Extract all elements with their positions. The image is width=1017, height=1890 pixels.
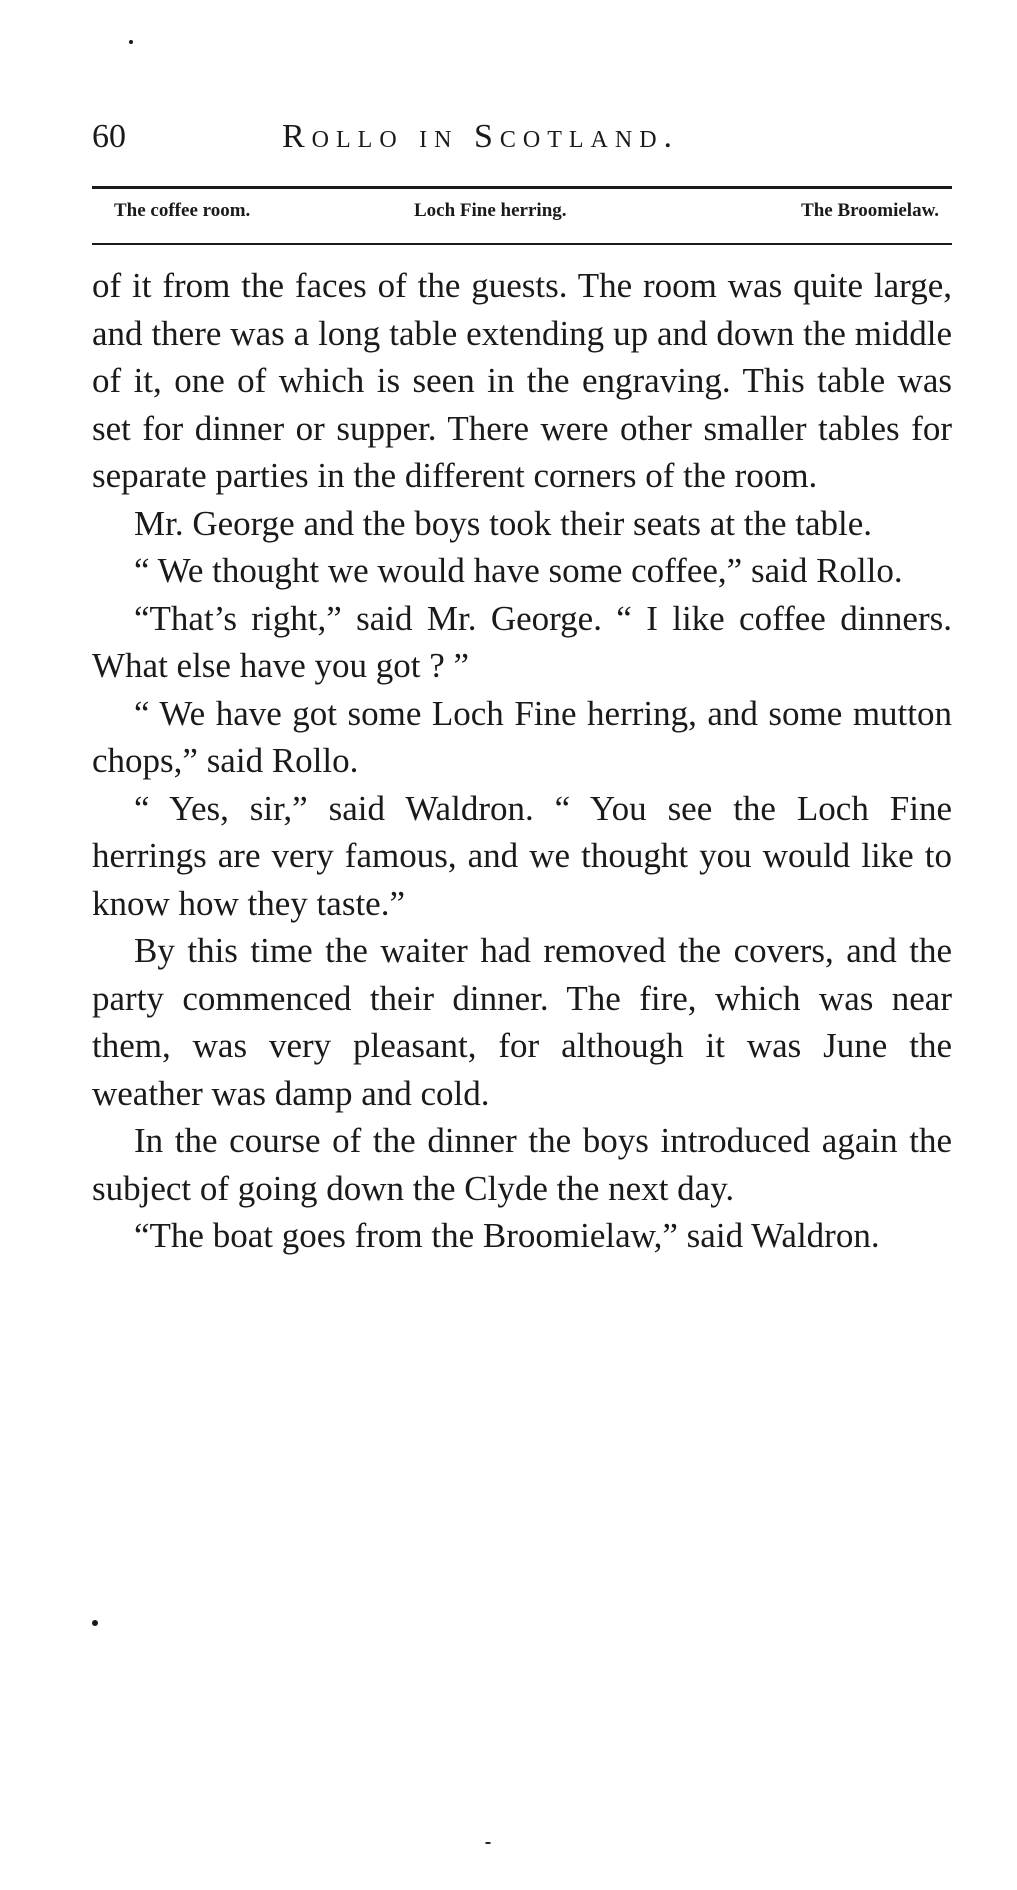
paragraph: “The boat goes from the Broomielaw,” said Waldron. bbox=[134, 1216, 880, 1255]
book-page bbox=[92, 0, 952, 1890]
running-title: Rollo in Scotland. bbox=[282, 118, 680, 155]
paragraph: “That’s right,” said Mr. George. “ I like coffee dinners. What else have you got ? ” bbox=[92, 598, 952, 685]
paragraph: “ We thought we would have some coffee,” said Rollo. bbox=[134, 551, 903, 590]
print-speck bbox=[485, 1842, 491, 1844]
paragraph: “ Yes, sir,” said Waldron. “ You see the Loch Fine herrings are very famous, and we thought you would like to know how they taste.” bbox=[92, 788, 952, 923]
topic-heading: Loch Fine herring. bbox=[414, 200, 567, 221]
running-header bbox=[92, 118, 952, 168]
paragraph: “ We have got some Loch Fine herring, and some mutton chops,” said Rollo. bbox=[92, 693, 952, 780]
paragraph: of it from the faces of the guests. The room was quite large, and there was a long table extending up and down the middle of it, one of which is seen in the engraving. This table was set for dinner or supper. There were other smaller tables for separate parties in the different corners of the room. bbox=[92, 266, 952, 495]
body-text bbox=[92, 262, 952, 1260]
header-rule-top bbox=[92, 186, 952, 189]
topic-heading: The Broomielaw. bbox=[801, 200, 939, 221]
header-rule-bottom bbox=[92, 243, 952, 245]
print-speck bbox=[92, 1620, 98, 1626]
paragraph: In the course of the dinner the boys introduced again the subject of going down the Clyde the next day. bbox=[92, 1121, 952, 1208]
topic-heading: The coffee room. bbox=[114, 200, 251, 221]
page-number: 60 bbox=[92, 118, 126, 155]
paragraph: Mr. George and the boys took their seats at the table. bbox=[134, 503, 873, 543]
paragraph: By this time the waiter had removed the covers, and the party commenced their dinner. The fire, which was near them, was very pleasant, for although it was June the weather was damp and cold. bbox=[92, 931, 952, 1113]
topic-headings bbox=[114, 200, 939, 234]
